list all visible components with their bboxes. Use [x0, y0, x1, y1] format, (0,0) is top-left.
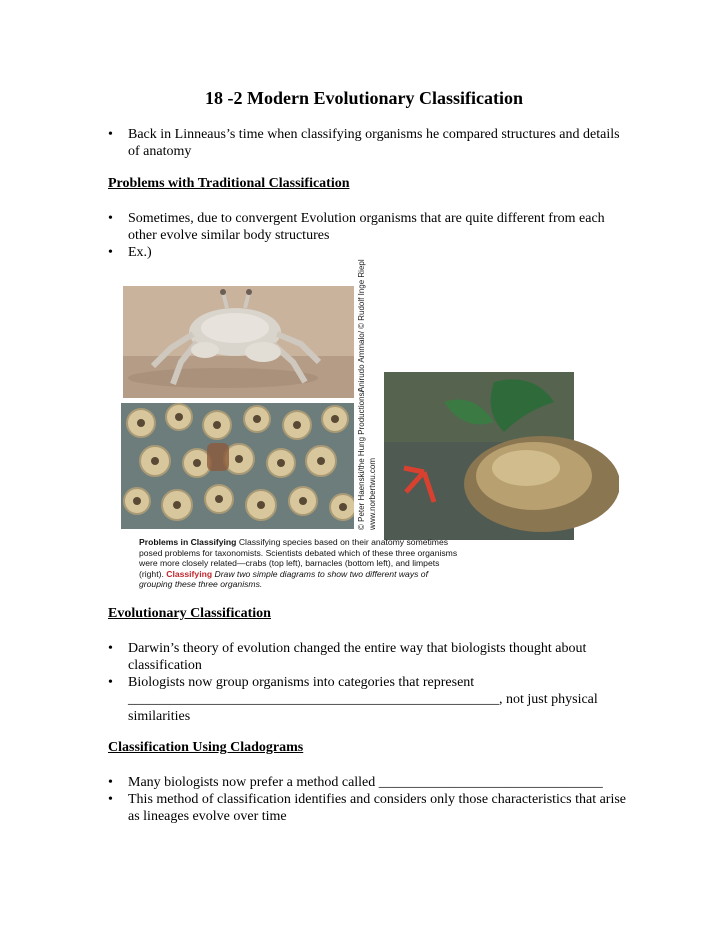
intro-list — [108, 126, 628, 160]
list-item: • This method of classification identifies and considers only those characteristics that arise as lineages evolve over time — [108, 791, 628, 825]
list-item-text: Biologists now group organisms into categories that represent — [128, 675, 475, 690]
list-item: • Ex.) — [108, 244, 623, 261]
list-item: • Darwin’s theory of evolution changed the entire way that biologists thought about classification — [108, 640, 623, 674]
section-heading-cladograms: Classification Using Cladograms — [108, 740, 304, 755]
caption-heading: Problems in Classifying — [139, 537, 237, 547]
figure-caption — [139, 537, 459, 590]
fill-blank: ________________________________ — [378, 775, 603, 790]
photo-credit: © Peter Haenski/the Hung Productions/ — [357, 390, 366, 530]
caption-task: Draw two simple diagrams to show two different ways of grouping these three organisms. — [139, 568, 428, 590]
photo-credit: Anirudo Ammalo/ © Rudolf Inge Riepl — [357, 259, 366, 392]
caption-text: Classifying species based on their anatomy sometimes posed problems for taxonomists. Scientists debated which of these three organisms were more closely related—crabs (top left), barnacles (bottom left), and limpets (right). — [139, 537, 458, 579]
cladograms-list — [108, 774, 628, 825]
caption-classify-label: Classifying — [166, 568, 213, 579]
list-item — [108, 674, 623, 725]
evolutionary-list — [108, 640, 623, 725]
crab-photo — [123, 286, 354, 398]
photo-credit: www.norbertwu.com — [368, 457, 377, 530]
fill-blank: _____________________________________________________ — [128, 692, 499, 707]
section-heading-problems: Problems with Traditional Classification — [108, 176, 350, 191]
page-title: 18 -2 Modern Evolutionary Classification — [205, 88, 523, 108]
list-item-text: Many biologists now prefer a method called — [128, 775, 376, 790]
list-item: • Back in Linneaus’s time when classifying organisms he compared structures and details of anatomy — [108, 126, 628, 160]
list-item: • Sometimes, due to convergent Evolution organisms that are quite different from each other evolve similar body structures — [108, 210, 623, 244]
list-item-text: , not just physical similarities — [128, 692, 598, 724]
section-heading-evolutionary: Evolutionary Classification — [108, 606, 271, 621]
problems-list — [108, 210, 623, 261]
barnacles-photo — [121, 403, 354, 529]
limpet-photo — [384, 372, 619, 540]
list-item — [108, 774, 628, 791]
